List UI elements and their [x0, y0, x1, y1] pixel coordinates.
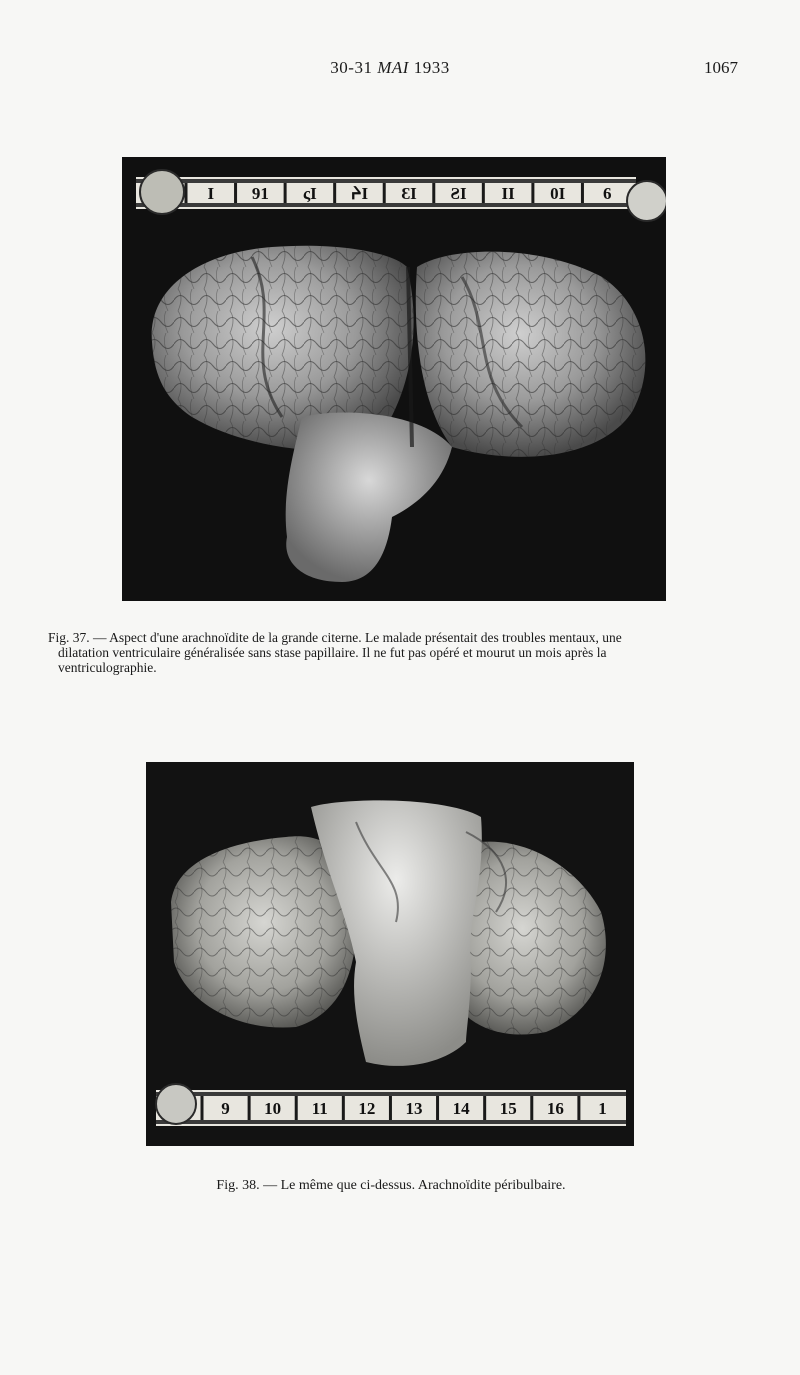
- page-number: 1067: [704, 58, 738, 77]
- ruler-top-label-1: 91: [251, 184, 269, 203]
- header-date-prefix: 30-31: [330, 58, 373, 77]
- ruler-bottom-label-7: 16: [546, 1099, 564, 1118]
- ruler-top-label-7: 0I: [550, 184, 566, 203]
- figure-37-photo: [122, 157, 666, 601]
- ruler-bottom-tick-8: [577, 1096, 580, 1120]
- figure-38-image: [146, 762, 634, 1146]
- header-year: 1933: [413, 58, 450, 77]
- ruler-top-label-0: I: [207, 184, 215, 203]
- ruler-bottom-label-4: 13: [405, 1099, 423, 1118]
- ruler-bottom-tick-7: [530, 1096, 533, 1120]
- ruler-top-tick-1: [234, 183, 237, 203]
- ruler-bottom-tick-5: [436, 1096, 439, 1120]
- ruler-top-tick-2: [284, 183, 287, 203]
- ruler-bottom-tick-6: [483, 1096, 486, 1120]
- ruler-top-tick-4: [383, 183, 386, 203]
- ruler-top-label-8: 6: [602, 184, 612, 203]
- ruler-top-label-6: II: [501, 184, 515, 203]
- ruler-bottom-label-6: 15: [499, 1099, 517, 1118]
- figure-37-image: [122, 157, 666, 601]
- caption-37-line-2: dilatation ventriculaire généralisée sans stase papillaire. Il ne fut pas opéré et mourut un mois après la: [58, 645, 607, 660]
- pin-head-left: [140, 170, 184, 214]
- page-header: [0, 58, 800, 84]
- ruler-bottom-tick-1: [248, 1096, 251, 1120]
- ruler-top-tick-8: [581, 183, 584, 203]
- ruler-top-label-2: ςI: [302, 184, 317, 203]
- figure-38-caption: Fig. 38. — Le même que ci-dessus. Arachnoïdite péribulbaire.: [216, 1178, 566, 1193]
- ruler-top-label-3: ᔨI: [350, 184, 369, 203]
- ruler-bottom-tick-2: [295, 1096, 298, 1120]
- ruler-top-label-4: ƐI: [401, 184, 417, 203]
- ruler-bottom-tick-4: [389, 1096, 392, 1120]
- pin-head-bottom-left: [156, 1084, 196, 1124]
- ruler-bottom-tick-0: [201, 1096, 204, 1120]
- ruler-bottom-label-1: 10: [264, 1099, 282, 1118]
- caption-37-line-3: ventriculographie.: [58, 660, 157, 675]
- running-head: [0, 58, 780, 78]
- ruler-bottom-label-8: 1: [598, 1099, 607, 1118]
- pin-head-right: [627, 181, 666, 221]
- ruler-top-tick-7: [531, 183, 534, 203]
- ruler-top-tick-5: [432, 183, 435, 203]
- ruler-bottom-label-3: 12: [358, 1099, 376, 1118]
- ruler-top-tick-3: [333, 183, 336, 203]
- ruler-bottom-tick-3: [342, 1096, 345, 1120]
- caption-37-line-1: Fig. 37. — Aspect d'une arachnoïdite de la grande citerne. Le malade présentait des troubles mentaux, une: [48, 630, 622, 645]
- ruler-bottom-label-5: 14: [452, 1099, 470, 1118]
- ruler-top-tick-6: [482, 183, 485, 203]
- header-month: MAI: [377, 58, 409, 77]
- figure-37-caption: [48, 630, 748, 675]
- ruler-bottom-label-2: 11: [311, 1099, 328, 1118]
- figure-38-photo: [146, 762, 634, 1146]
- ruler-top-label-5: ƧI: [450, 184, 467, 203]
- ruler-bottom-label-0: 9: [221, 1099, 230, 1118]
